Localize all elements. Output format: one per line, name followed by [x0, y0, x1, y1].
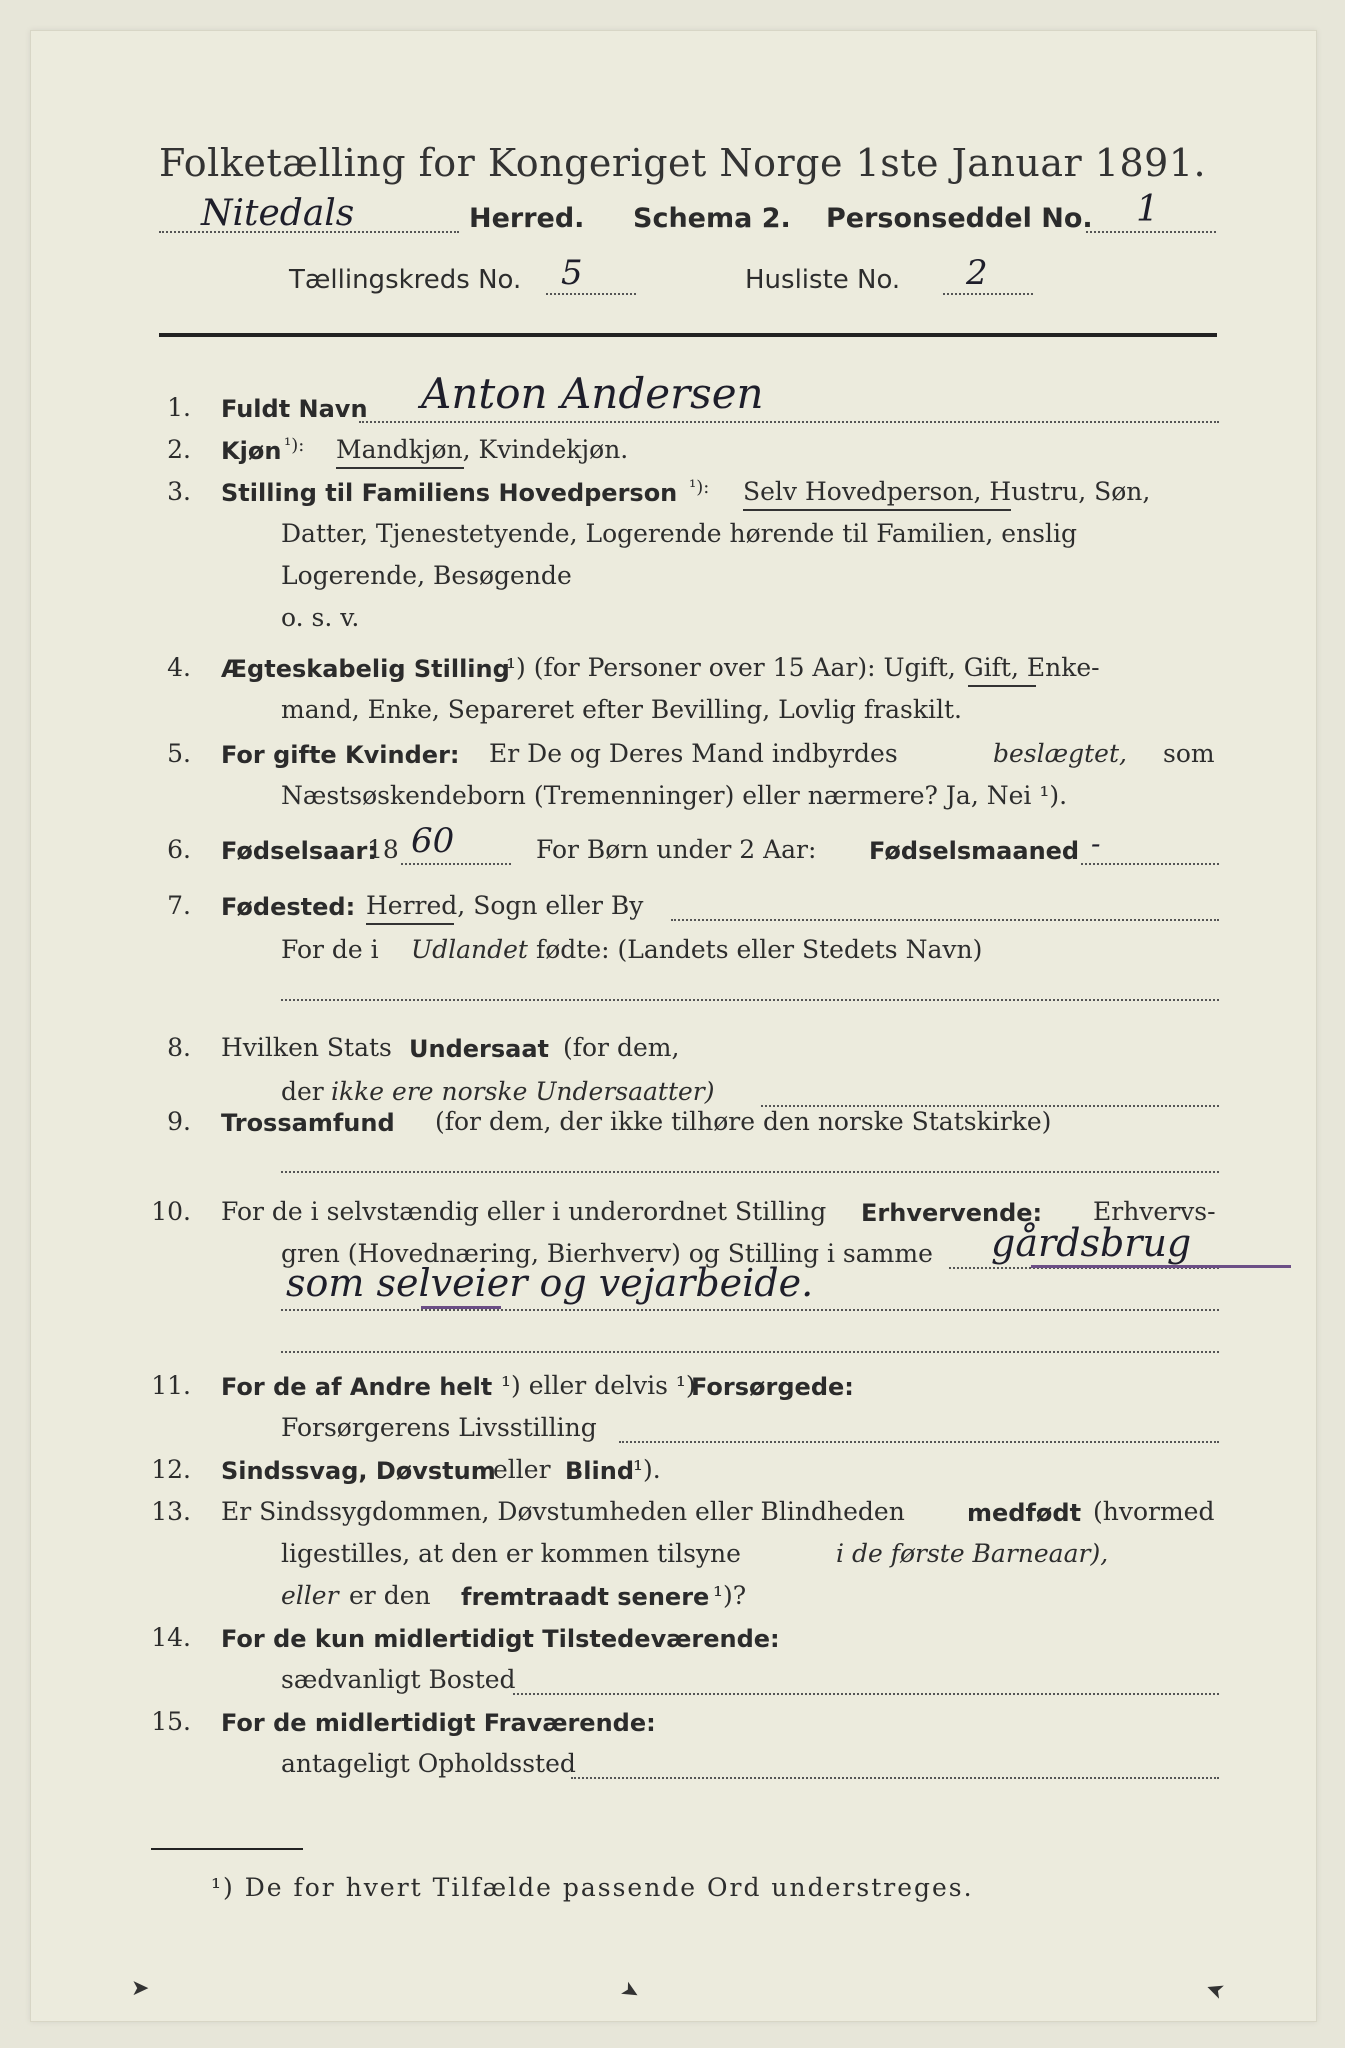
item-7-line2c: fødte: (Landets eller Stedets Navn) [536, 935, 983, 964]
item-15-number: 15. [151, 1707, 191, 1736]
item-2-text: Mandkjøn, Kvindekjøn. [336, 435, 629, 464]
item-1-label: Fuldt Navn [221, 395, 368, 423]
item-6-number: 6. [167, 835, 191, 864]
item-14-number: 14. [151, 1623, 191, 1652]
item-3-label: Stilling til Familiens Hovedperson [221, 479, 678, 507]
census-form-page [30, 30, 1317, 2022]
item-4-number: 4. [167, 653, 191, 682]
item-10-number: 10. [151, 1197, 191, 1226]
personseddel-value: 1 [1136, 189, 1159, 230]
herred-value: Nitedals [201, 193, 355, 234]
kreds-field-line [546, 293, 636, 295]
item-12-text: eller [493, 1455, 551, 1484]
item-14-line2: sædvanligt Bosted [281, 1665, 516, 1694]
item-7-field-line [671, 919, 1219, 921]
personseddel-label: Personseddel No. [826, 203, 1093, 234]
item-12-label: Sindssvag, Døvstum [221, 1457, 496, 1485]
item-7-line2a: For de i [281, 935, 379, 964]
item-8-line2b: ikke ere norske Undersaatter) [331, 1077, 715, 1106]
item-10-value1: gårdsbrug [991, 1221, 1192, 1265]
item-9-text: (for dem, der ikke tilhøre den norske Statskirke) [435, 1107, 1052, 1136]
item-8-line2a: der [281, 1077, 324, 1106]
item-11-field-line [619, 1441, 1219, 1443]
corner-mark-right-icon: ➤ [1202, 1974, 1229, 2005]
item-4-line2: mand, Enke, Separeret efter Bevilling, Lovlig fraskilt. [281, 695, 962, 724]
item-5-line1c: som [1163, 739, 1215, 768]
item-2-footnote-ref: ¹): [284, 435, 305, 456]
item-8-label1: Hvilken Stats [221, 1033, 392, 1062]
item-10-field-line3 [281, 1351, 1219, 1353]
footnote-text: ¹) De for hvert Tilfælde passende Ord understreges. [211, 1873, 974, 1902]
item-11-text: ¹) eller delvis ¹) [501, 1371, 696, 1400]
item-7-text: Herred, Sogn eller By [366, 891, 644, 920]
item-15-field-line [571, 1777, 1219, 1779]
item-13-line3b: er den [349, 1581, 431, 1610]
item-12-label2: Blind [565, 1457, 635, 1485]
item-11-number: 11. [151, 1371, 191, 1400]
item-12-number: 12. [151, 1455, 191, 1484]
item-1-number: 1. [167, 393, 191, 422]
item-7-line2b: Udlandet [411, 935, 528, 964]
item-11-label2: Forsørgede: [691, 1373, 854, 1401]
item-13-number: 13. [151, 1497, 191, 1526]
item-3-line1: Selv Hovedperson, Hustru, Søn, [743, 477, 1151, 506]
item-3-footnote-ref: ¹): [689, 477, 710, 498]
item-3-number: 3. [167, 477, 191, 506]
item-7-underline [366, 923, 454, 925]
item-4-line1: ¹) (for Personer over 15 Aar): Ugift, Gift, Enke- [506, 653, 1100, 682]
item-3-line3: Logerende, Besøgende [281, 561, 572, 590]
item-6-label2: Fødselsmaaned [869, 837, 1080, 865]
item-6-text: For Børn under 2 Aar: [536, 835, 817, 864]
form-title: Folketælling for Kongeriget Norge 1ste Januar 1891. [159, 141, 1207, 185]
item-13-line2a: ligestilles, at den er kommen tilsyne [281, 1539, 741, 1568]
item-7-field-line2 [281, 999, 1219, 1001]
item-9-number: 9. [167, 1107, 191, 1136]
item-13-line1c: (hvormed [1093, 1497, 1215, 1526]
item-14-field-line [513, 1693, 1219, 1695]
item-6-value: 60 [411, 821, 455, 861]
item-10-label: Erhvervende: [861, 1199, 1043, 1227]
item-6-field-line2 [1081, 863, 1219, 865]
item-7-number: 7. [167, 891, 191, 920]
item-13-line3c: ¹)? [713, 1581, 747, 1610]
item-10-line1a: For de i selvstændig eller i underordnet Stilling [221, 1197, 827, 1226]
item-10-value2: som selveier og vejarbeide. [286, 1261, 814, 1305]
item-5-line1a: Er De og Deres Mand indbyrdes [489, 739, 898, 768]
item-9-field-line [281, 1171, 1219, 1173]
item-10-strike2 [421, 1306, 501, 1309]
item-2-label: Kjøn [221, 437, 282, 465]
corner-mark-center-icon: ➤ [615, 1976, 645, 2007]
item-10-field-line2 [281, 1309, 1219, 1311]
item-8-label2: Undersaat [409, 1035, 550, 1063]
item-11-line2: Forsørgerens Livsstilling [281, 1413, 597, 1442]
item-2-number: 2. [167, 435, 191, 464]
item-2-underline [336, 467, 464, 469]
schema-label: Schema 2. [633, 203, 791, 234]
herred-label: Herred. [469, 203, 585, 234]
item-13-label: medfødt [967, 1499, 1082, 1527]
item-5-line2: Næstsøskendeborn (Tremenninger) eller nærmere? Ja, Nei ¹). [281, 781, 1068, 810]
item-10-line1c: Erhvervs- [1093, 1197, 1216, 1226]
personseddel-field-line [1086, 231, 1216, 233]
item-7-label: Fødested: [221, 893, 356, 921]
item-4-label: Ægteskabelig Stilling [221, 655, 510, 683]
item-3-underline [743, 509, 1011, 511]
item-15-line2: antageligt Opholdssted [281, 1749, 576, 1778]
item-11-label: For de af Andre helt [221, 1373, 493, 1401]
item-4-underline [968, 685, 1036, 687]
item-10-strike1 [1031, 1265, 1291, 1268]
item-1-value: Anton Andersen [421, 369, 764, 418]
husliste-field-line [943, 293, 1033, 295]
kreds-value: 5 [561, 253, 583, 293]
item-12-footnote-ref: ¹). [633, 1455, 661, 1484]
item-6-field-line [401, 863, 511, 865]
item-5-label: For gifte Kvinder: [221, 741, 460, 769]
husliste-value: 2 [966, 253, 988, 293]
item-13-line2b: i de første Barneaar), [836, 1539, 1109, 1568]
item-3-line4: o. s. v. [281, 603, 360, 632]
husliste-label: Husliste No. [745, 265, 901, 295]
item-14-label: For de kun midlertidigt Tilstedeværende: [221, 1625, 780, 1653]
item-6-label: Fødselsaar: [221, 837, 377, 865]
item-13-label3: fremtraadt senere [461, 1583, 710, 1611]
footnote-rule [151, 1848, 303, 1850]
item-3-line2: Datter, Tjenestetyende, Logerende hørende til Familien, enslig [281, 519, 1078, 548]
item-15-label: For de midlertidigt Fraværende: [221, 1709, 656, 1737]
item-5-number: 5. [167, 739, 191, 768]
item-6-value2: - [1091, 827, 1101, 860]
kreds-label: Tællingskreds No. [289, 265, 522, 295]
header-divider [159, 333, 1217, 337]
item-10-line2: gren (Hovednæring, Bierhverv) og Stilling i samme [281, 1239, 933, 1268]
item-8-text1: (for dem, [563, 1033, 680, 1062]
item-8-number: 8. [167, 1033, 191, 1062]
item-5-line1b: beslægtet, [993, 739, 1127, 768]
item-13-line1a: Er Sindssygdommen, Døvstumheden eller Blindheden [221, 1497, 905, 1526]
item-6-prefix: 18 [367, 835, 399, 864]
item-9-label: Trossamfund [221, 1109, 395, 1137]
item-13-line3a: eller [281, 1581, 339, 1610]
item-1-field-line [359, 421, 1219, 423]
corner-mark-left-icon: ➤ [131, 1976, 150, 2001]
